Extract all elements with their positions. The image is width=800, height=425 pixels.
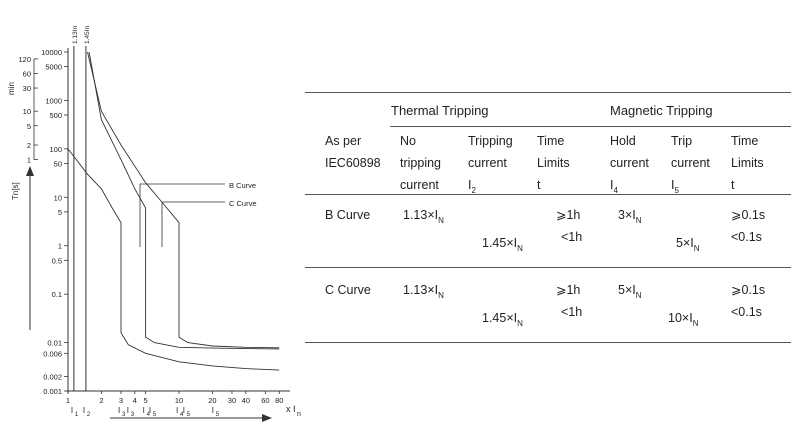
annotation-leader-0	[140, 184, 225, 247]
table-rule-bottom	[305, 342, 791, 343]
y-tick-label-11: 500	[49, 111, 62, 121]
y-tick-label-8: 10	[53, 193, 62, 203]
x-axis-label-sub: n	[297, 411, 301, 418]
x-current-sub-8: 5	[215, 412, 220, 418]
y-arrow-head	[26, 166, 34, 176]
row-b-time2-a: ⩾0.1s	[731, 208, 766, 222]
x-current-sub-7: 5	[186, 412, 191, 418]
x-tick-label-10: 80	[275, 396, 284, 405]
y-tick-label-12: 1000	[45, 96, 62, 106]
x-current-sub-5: 5	[152, 412, 157, 418]
y-tick-label-6: 1	[57, 241, 62, 251]
row-b-trip-sub: N	[517, 244, 523, 253]
row-b-time1-a: ⩾1h	[556, 208, 581, 222]
table-rule-row	[305, 267, 791, 268]
annotation-label-1: C Curve	[229, 199, 257, 208]
row-b-hold	[618, 204, 642, 228]
x-tick-label-2: 3	[118, 396, 124, 405]
header-hold-symbol	[610, 174, 618, 198]
x-current-label-7: I	[182, 406, 185, 415]
y-min-tick-label-3: 10	[22, 107, 31, 117]
reference-label-1: 1.45In	[83, 25, 91, 44]
row-b-no-trip	[403, 204, 444, 228]
x-current-sub-1: 2	[86, 412, 91, 418]
y-axis-label: Tn[s]	[11, 182, 20, 200]
row-c-trip-sub: N	[517, 319, 523, 328]
header-no-tripping: No tripping current	[400, 134, 441, 192]
reference-label-0: 1.13In	[71, 25, 79, 44]
annotation-label-0: B Curve	[229, 181, 257, 190]
x-current-label-4: I	[142, 406, 145, 415]
row-b-trip-mag	[676, 232, 700, 256]
header-trip-current: Trip current	[671, 134, 710, 170]
x-current-label-2: I	[117, 406, 121, 415]
row-b-no-trip-value: 1.13×I	[403, 208, 439, 222]
tripping-symbol-sub: 2	[471, 186, 476, 195]
y-tick-label-10: 100	[49, 144, 62, 154]
row-b-trip-mag-value: 5×I	[676, 236, 694, 250]
x-current-label-0: I	[70, 406, 74, 415]
x-current-label-3: I	[126, 406, 129, 415]
header-trip-symbol	[671, 174, 679, 198]
row-b-time2-b: <0.1s	[731, 230, 762, 244]
x-tick-label-3: 4	[132, 396, 137, 405]
row-c-trip-value: 1.45×I	[482, 311, 518, 325]
row-c-no-trip	[403, 279, 444, 303]
row-c-time2-b: <0.1s	[731, 305, 762, 319]
y-tick-label-0: 0.001	[43, 387, 62, 396]
y-tick-label-9: 50	[53, 159, 62, 169]
x-current-sub-2: 3	[121, 412, 126, 418]
x-current-label-6: I	[176, 406, 179, 415]
y-minutes-unit: min	[7, 82, 16, 95]
x-arrow-head	[262, 414, 272, 422]
x-current-label-5: I	[148, 406, 152, 415]
y-tick-label-3: 0.01	[47, 338, 62, 348]
trip-symbol-sub: 5	[674, 186, 679, 195]
row-b-hold-value: 3×I	[618, 208, 636, 222]
y-min-tick-label-1: 2	[26, 141, 31, 151]
row-c-trip	[482, 307, 523, 331]
series-group	[68, 52, 279, 370]
x-current-label-1: I	[82, 406, 86, 415]
y-tick-label-7: 5	[57, 207, 62, 217]
y-tick-label-4: 0.1	[51, 290, 62, 300]
row-c-time1-a: ⩾1h	[556, 283, 581, 297]
x-axis-label: x I	[286, 404, 296, 414]
x-tick-label-8: 40	[241, 396, 251, 405]
y-min-tick-label-2: 5	[26, 121, 31, 131]
row-c-no-trip-sub: N	[438, 291, 444, 300]
row-c-time1-b: <1h	[561, 305, 583, 319]
row-b-trip	[482, 232, 523, 256]
row-b-hold-sub: N	[635, 216, 642, 225]
header-tripping-symbol	[468, 174, 476, 198]
y-tick-label-2: 0.006	[43, 349, 62, 359]
row-c-hold	[618, 279, 642, 303]
x-current-sub-3: 3	[130, 412, 135, 418]
x-tick-label-4: 5	[143, 396, 148, 405]
row-c-trip-mag-sub: N	[692, 319, 699, 328]
row-c-time2-a: ⩾0.1s	[731, 283, 766, 297]
y-tick-label-14: 10000	[41, 48, 62, 57]
table-rule-top	[305, 92, 791, 93]
y-min-tick-label-4: 30	[22, 84, 31, 94]
x-tick-label-7: 30	[227, 396, 237, 405]
y-min-tick-label-5: 60	[22, 69, 31, 79]
header-time-limits-1: Time Limits t	[537, 134, 570, 192]
x-axis-ticks	[66, 391, 284, 418]
hold-symbol-main: I	[610, 178, 614, 192]
x-tick-label-9: 60	[261, 396, 270, 405]
header-time-limits-2: Time Limits t	[731, 134, 764, 192]
header-tripping-current: Tripping current	[468, 134, 513, 170]
row-b-time1-b: <1h	[561, 230, 583, 244]
x-current-label-8: I	[211, 406, 215, 415]
row-b-name: B Curve	[325, 208, 371, 222]
x-tick-label-0: 1	[65, 396, 71, 405]
row-c-no-trip-value: 1.13×I	[403, 283, 439, 297]
y-tick-label-5: 0.5	[51, 256, 62, 266]
chart-axes	[26, 26, 290, 422]
tripping-curve-chart	[0, 0, 300, 425]
header-hold-current: Hold current	[610, 134, 649, 170]
y-min-tick-label-0: 1	[26, 155, 31, 165]
row-c-name: C Curve	[325, 283, 371, 297]
annotation-group	[140, 181, 257, 247]
trip-symbol-main: I	[671, 178, 675, 192]
annotation-leader-1	[162, 202, 225, 247]
hold-symbol-sub: 4	[613, 186, 618, 195]
tripping-symbol-main: I	[468, 178, 472, 192]
x-tick-label-6: 20	[208, 396, 217, 405]
row-c-hold-sub: N	[635, 291, 642, 300]
row-c-trip-mag-value: 10×I	[668, 311, 693, 325]
header-standard: As per IEC60898	[325, 134, 381, 170]
x-current-sub-6: 4	[180, 412, 184, 418]
x-tick-label-1: 2	[99, 396, 104, 405]
tripping-table	[305, 92, 791, 344]
row-c-hold-value: 5×I	[618, 283, 636, 297]
y-min-tick-label-6: 120	[18, 54, 31, 64]
x-tick-label-5: 10	[174, 396, 184, 405]
y-axis-ticks	[18, 48, 68, 396]
row-b-no-trip-sub: N	[438, 216, 444, 225]
row-b-trip-mag-sub: N	[693, 244, 700, 253]
y-tick-label-13: 5000	[45, 62, 62, 72]
group-thermal: Thermal Tripping	[391, 103, 489, 118]
y-tick-label-1: 0.002	[43, 372, 62, 382]
row-b-trip-value: 1.45×I	[482, 236, 518, 250]
table-rule-group	[390, 126, 791, 127]
group-magnetic: Magnetic Tripping	[610, 103, 713, 118]
x-current-sub-4: 4	[146, 412, 150, 418]
x-current-sub-0: 1	[74, 412, 79, 418]
row-c-trip-mag	[668, 307, 698, 331]
